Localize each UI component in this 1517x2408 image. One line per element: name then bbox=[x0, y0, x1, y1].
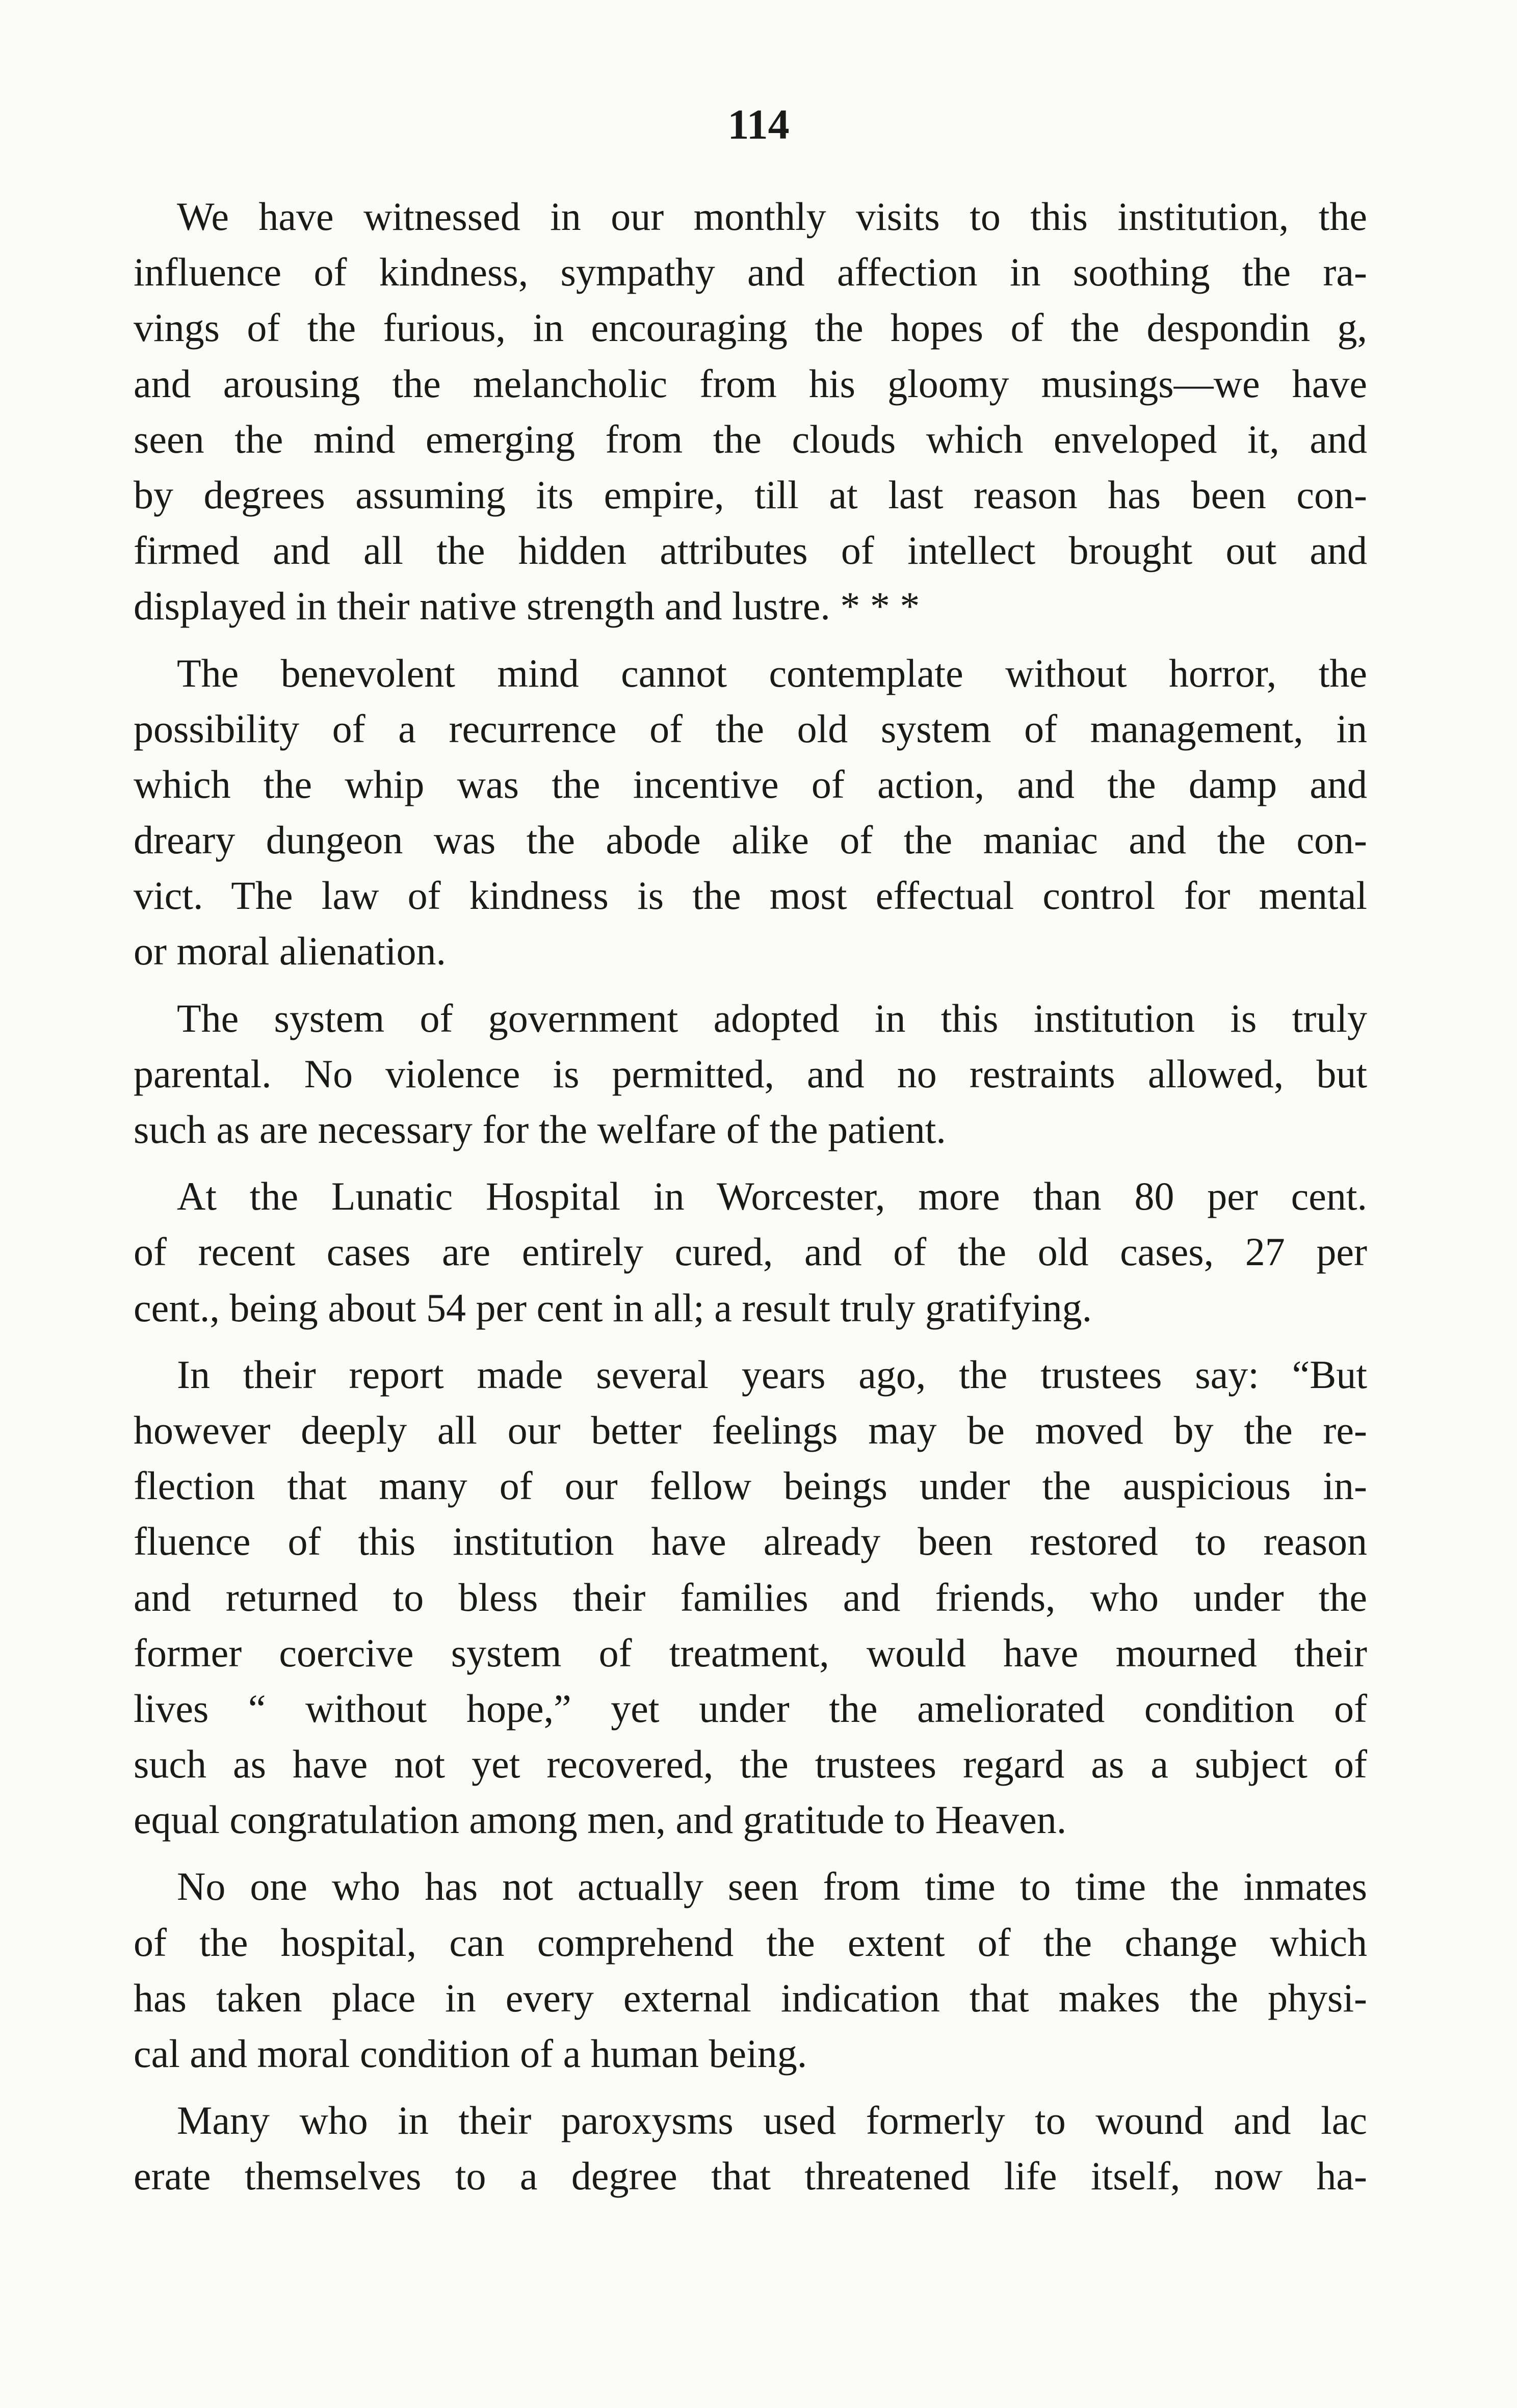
text-line: erate themselves to a degree that threatened life itself, now ha- bbox=[134, 2154, 1367, 2198]
text-line: cent., being about 54 per cent in all; a result truly gratifying. bbox=[134, 1285, 1092, 1330]
text-line: lives “ without hope,” yet under the ameliorated condition of bbox=[134, 1686, 1367, 1731]
page-number: 114 bbox=[727, 101, 790, 148]
text-line: former coercive system of treatment, would have mourned their bbox=[134, 1630, 1367, 1675]
text-line: however deeply all our better feelings may be moved by the re- bbox=[134, 1407, 1367, 1452]
text-line: by degrees assuming its empire, till at last reason has been con- bbox=[134, 472, 1367, 517]
text-line: The benevolent mind cannot contemplate without horror, the bbox=[177, 650, 1367, 695]
text-line: of recent cases are entirely cured, and of the old cases, 27 per bbox=[134, 1229, 1367, 1274]
text-line: cal and moral condition of a human being. bbox=[134, 2031, 807, 2076]
paragraph bbox=[134, 1168, 1367, 1336]
text-line: seen the mind emerging from the clouds which enveloped it, and bbox=[134, 416, 1367, 461]
text-line: At the Lunatic Hospital in Worcester, more than 80 per cent. bbox=[177, 1174, 1367, 1219]
text-line: such as are necessary for the welfare of the patient. bbox=[134, 1107, 946, 1151]
text-line: flection that many of our fellow beings under the auspicious in- bbox=[134, 1463, 1367, 1508]
text-line: firmed and all the hidden attributes of intellect brought out and bbox=[134, 528, 1367, 573]
text-line: Many who in their paroxysms used formerly to wound and lac bbox=[177, 2098, 1367, 2143]
text-line: In their report made several years ago, the trustees say: “But bbox=[177, 1352, 1367, 1397]
text-line: or moral alienation. bbox=[134, 929, 446, 974]
text-line: vings of the furious, in encouraging the hopes of the despondin g, bbox=[134, 305, 1367, 350]
text-line: of the hospital, can comprehend the extent of the change which bbox=[134, 1920, 1367, 1965]
text-line: equal congratulation among men, and gratitude to Heaven. bbox=[134, 1797, 1067, 1842]
text-line: has taken place in every external indication that makes the physi- bbox=[134, 1975, 1367, 2020]
paragraph bbox=[134, 1347, 1367, 1848]
paragraph bbox=[134, 2092, 1367, 2204]
paragraph bbox=[134, 189, 1367, 634]
text-line: and returned to bless their families and friends, who under the bbox=[134, 1575, 1367, 1619]
paragraph bbox=[134, 1859, 1367, 2081]
text-line: such as have not yet recovered, the trustees regard as a subject of bbox=[134, 1742, 1367, 1787]
text-line: parental. No violence is permitted, and no restraints allowed, but bbox=[134, 1051, 1367, 1096]
paragraph bbox=[134, 990, 1367, 1158]
text-line: possibility of a recurrence of the old system of management, in bbox=[134, 706, 1367, 751]
text-line: dreary dungeon was the abode alike of the maniac and the con- bbox=[134, 818, 1367, 862]
text-line: which the whip was the incentive of action, and the damp and bbox=[134, 762, 1367, 806]
text-line: influence of kindness, sympathy and affection in soothing the ra- bbox=[134, 250, 1367, 295]
text-line: displayed in their native strength and lustre. * * * bbox=[134, 584, 920, 629]
text-line: No one who has not actually seen from time to time the inmates bbox=[177, 1864, 1367, 1909]
text-line: We have witnessed in our monthly visits to this institution, the bbox=[177, 194, 1367, 239]
text-line: vict. The law of kindness is the most effectual control for mental bbox=[134, 873, 1367, 918]
text-line: The system of government adopted in this institution is truly bbox=[177, 996, 1367, 1040]
body-text bbox=[134, 189, 1367, 2215]
text-line: and arousing the melancholic from his gloomy musings—we have bbox=[134, 361, 1367, 406]
text-line: fluence of this institution have already been restored to reason bbox=[134, 1519, 1367, 1564]
paragraph bbox=[134, 645, 1367, 979]
